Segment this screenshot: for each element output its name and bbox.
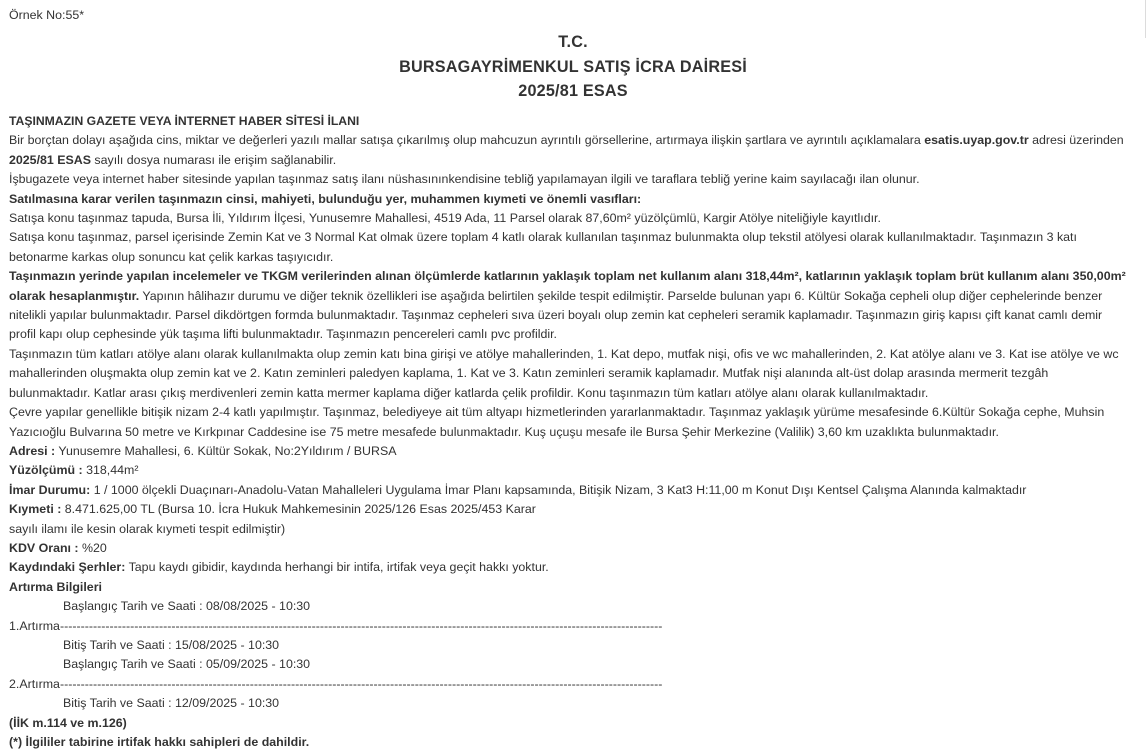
auction-1-start: Başlangıç Tarih ve Saati : 08/08/2025 - 10:30 (63, 599, 311, 614)
zoning-field: İmar Durumu: 1 / 1000 ölçekli Duaçınarı-Anadolu-Vatan Mahalleleri Uygulama İmar Planı kapsamında, Bitişik Nizam, 3 Kat3 H:11,00 m Konut Dışı Kentsel Çalışma Alanında kalmaktadır (9, 482, 1027, 497)
value-field-continuation: sayılı ilamı ile kesin olarak kıymeti tespit edilmiştir) (9, 521, 286, 536)
auction-session-2 (9, 655, 1129, 713)
auction-1-label: 1.Artırma (9, 618, 60, 633)
law-reference: (İİK m.114 ve m.126) (9, 715, 127, 730)
auction-2-start: Başlangıç Tarih ve Saati : 05/09/2025 - 10:30 (63, 657, 311, 672)
property-registry-paragraph: Satışa konu taşınmaz tapuda, Bursa İli, Yıldırım İlçesi, Yunusemre Mahallesi, 4519 Ada, 11 Parsel olarak 87,60m² yüzölçümlü, Kargir Atölye niteliğiyle kayıtlıdır. (9, 211, 881, 226)
auction-1-separator: -------------------------------------------------------------------------------------------------------------------------------------------------- (59, 618, 663, 633)
property-floors-paragraph: Taşınmazın tüm katları atölye alanı olarak kullanılmakta olup zemin katı bina girişi ve atölye mahallerinden, 1. Kat depo, mutfak nişi, ofis ve wc mahallerinden, 2. Kat atölye alanı ve 3. Kat ise atölye ve wc mahallerinden oluşmakta olup zemin kat ve 2. Katın zeminleri paledyen kaplama, 1. Kat ve 3. Katın zeminleri seramik kaplamadır. Mutfak nişi alanında alt-üst dolap arasında mermerit tezgâh bulunmaktadır. Katlar arası çıkış merdivenleri zemin katta mermer kaplama diğer katlarda çelik profildir. Konu taşınmazın tüm katları atölye alanı olarak kullanılmaktadır. (9, 346, 1119, 400)
auction-2-label-row (9, 675, 1129, 694)
encumbrance-field: Kaydındaki Şerhler: Tapu kaydı gibidir, kaydında herhangi bir intifa, irtifak veya geçit hakkı yoktur. (9, 560, 549, 575)
auction-1-end: Bitiş Tarih ve Saati : 15/08/2025 - 10:30 (63, 637, 280, 652)
area-field: Yüzölçümü : 318,44m² (9, 463, 139, 478)
header-tc: T.C. (558, 33, 588, 51)
property-area-paragraph: Taşınmazın yerinde yapılan incelemeler ve TKGM verilerinden alınan ölçümlerde katlarının yaklaşık toplam net kullanım alanı 318,44m², katlarının yaklaşık toplam brüt kullanım alanı 350,00m² olarak hesaplanmıştır. Yapının hâlihazır durumu ve diğer teknik özellikleri ise aşağıda belirtilen şekilde tespit edilmiştir. Parselde bulunan yapı 6. Kültür Sokağa cepheli olup diğer cephelerinde benzer nitelikli yapılar bulunmaktadır. Parsel dikdörtgen formda bulunmaktadır. Taşınmaz cepheleri sıva üzeri boyalı olup zemin kat cepheleri seramik kaplamadır. Taşınmazın giriş kapısı çift kanat camlı demir profil kapı olup cephesinde yük taşıma lifti bulunmaktadır. Taşınmazın pencereleri camlı pvc profildir. (9, 269, 1126, 342)
auction-2-end: Bitiş Tarih ve Saati : 12/09/2025 - 10:30 (63, 696, 280, 711)
header-file-number: 2025/81 ESAS (518, 82, 628, 100)
property-surroundings-paragraph: Çevre yapılar genellikle bitişik nizam 2-4 katlı yapılmıştır. Taşınmaz, belediyeye ait tüm altyapı hizmetlerinden yararlanmaktadır. Taşınmaz yaklaşık yürüme mesafesinde 6.Kültür Sokağa cephe, Muhsin Yazıcıoğlu Bulvarına 50 metre ve Kırkpınar Caddesine ise 75 metre mesafede bulunmaktadır. Kuş uçuşu mesafe ile Bursa Şehir Merkezine (Valilik) 3,60 km uzaklıkta bulunmaktadır. (9, 405, 1105, 439)
header-office: BURSAGAYRİMENKUL SATIŞ İCRA DAİRESİ (399, 58, 747, 76)
intro-paragraph: Bir borçtan dolayı aşağıda cins, miktar ve değerleri yazılı mallar satışa çıkarılmış olup mahcuzun ayrıntılı görsellerine, artırmaya ilişkin şartlara ve ayrıntılı açıklamalara esatis.uyap.gov.tr adresi üzerinden 2025/81 ESAS sayılı dosya numarası ile erişim sağlanabilir. (9, 133, 1124, 167)
property-usage-paragraph: Satışa konu taşınmaz, parsel içerisinde Zemin Kat ve 3 Normal Kat olmak üzere toplam 4 katlı olarak kullanılan taşınmaz bulunmakta olup tekstil atölyesi olarak kullanılmaktadır. Taşınmazın 3 katı betonarme karkas olup sonuncu kat çelik karkas taşıyıcıdır. (9, 230, 1077, 264)
property-heading: Satılmasına karar verilen taşınmazın cinsi, mahiyeti, bulunduğu yer, muhammen kıymeti ve önemli vasıfları: (9, 191, 642, 206)
auction-2-separator: -------------------------------------------------------------------------------------------------------------------------------------------------- (59, 676, 663, 691)
value-field: Kıymeti : 8.471.625,00 TL (Bursa 10. İcra Hukuk Mahkemesinin 2025/126 Esas 2025/453 Karar (9, 502, 536, 517)
notice-title: TAŞINMAZIN GAZETE VEYA İNTERNET HABER SİTESİ İLANI (9, 114, 360, 128)
auction-heading: Artırma Bilgileri (9, 579, 102, 594)
file-number: 2025/81 ESAS (9, 152, 91, 167)
notification-paragraph: İşbugazete veya internet haber sitesinde yapılan taşınmaz satış ilanı nüshasınınkendisine tebliğ yapılamayan ilgili ve taraflara tebliğ yerine kaim sayılacağı ilan olunur. (9, 172, 920, 187)
address-field: Adresi : Yunusemre Mahallesi, 6. Kültür Sokak, No:2Yıldırım / BURSA (9, 443, 397, 458)
auction-1-label-row (9, 617, 1129, 636)
esatis-link-text: esatis.uyap.gov.tr (924, 133, 1029, 148)
auction-session-1 (9, 597, 1129, 655)
document-header (0, 30, 1146, 103)
notice-body (9, 112, 1129, 752)
footnote: (*) İlgililer tabirine irtifak hakkı sahipleri de dahildir. (9, 735, 310, 749)
auction-2-label: 2.Artırma (9, 676, 60, 691)
sample-number: Örnek No:55* (9, 8, 85, 22)
vat-field: KDV Oranı : %20 (9, 540, 107, 555)
